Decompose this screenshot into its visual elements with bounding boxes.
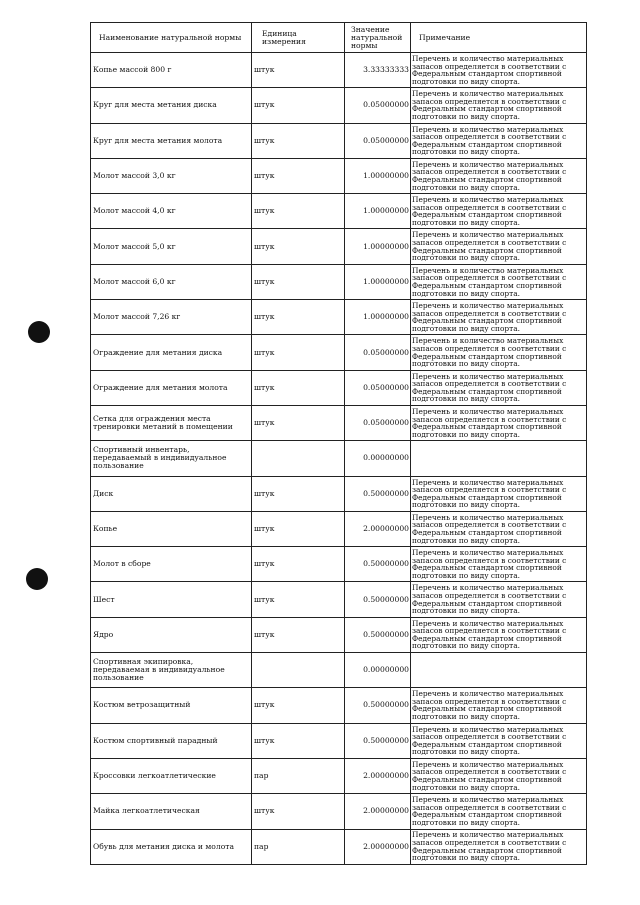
table-row — [91, 441, 587, 476]
table-row — [91, 405, 587, 440]
table-row — [91, 511, 587, 546]
cell-note — [411, 653, 587, 688]
cell-name: Копье — [91, 511, 252, 546]
cell-name: Копье массой 800 г — [91, 53, 252, 88]
cell-note — [411, 441, 587, 476]
cell-unit: пар — [252, 829, 345, 864]
col-header-unit: Единица измерения — [252, 23, 345, 53]
cell-note: Перечень и количество материальных запасов определяется в соответствии с Федеральным стандартом спортивной подготовки по виду спорта. — [411, 158, 587, 193]
table-body — [91, 53, 587, 865]
cell-unit: штук — [252, 511, 345, 546]
table-row — [91, 653, 587, 688]
cell-name: Кроссовки легкоатлетические — [91, 758, 252, 793]
cell-unit: штук — [252, 370, 345, 405]
cell-value: 2.00000000 — [345, 511, 411, 546]
cell-note: Перечень и количество материальных запасов определяется в соответствии с Федеральным стандартом спортивной подготовки по виду спорта. — [411, 547, 587, 582]
cell-value: 0.05000000 — [345, 335, 411, 370]
cell-note: Перечень и количество материальных запасов определяется в соответствии с Федеральным стандартом спортивной подготовки по виду спорта. — [411, 723, 587, 758]
cell-value: 0.50000000 — [345, 582, 411, 617]
cell-name: Костюм ветрозащитный — [91, 688, 252, 723]
cell-unit: штук — [252, 617, 345, 652]
cell-note: Перечень и количество материальных запасов определяется в соответствии с Федеральным стандартом спортивной подготовки по виду спорта. — [411, 370, 587, 405]
table-row — [91, 335, 587, 370]
col-header-name: Наименование натуральной нормы — [91, 23, 252, 53]
cell-name: Молот массой 3,0 кг — [91, 158, 252, 193]
norms-table — [90, 22, 587, 865]
cell-value: 0.50000000 — [345, 476, 411, 511]
table-row — [91, 476, 587, 511]
cell-value: 1.00000000 — [345, 158, 411, 193]
cell-unit — [252, 441, 345, 476]
cell-name: Ограждение для метания молота — [91, 370, 252, 405]
cell-value: 1.00000000 — [345, 229, 411, 264]
table-header-row — [91, 23, 587, 53]
cell-name: Молот массой 7,26 кг — [91, 300, 252, 335]
table-row — [91, 300, 587, 335]
cell-unit: штук — [252, 158, 345, 193]
cell-value: 1.00000000 — [345, 194, 411, 229]
cell-name: Ядро — [91, 617, 252, 652]
cell-note: Перечень и количество материальных запасов определяется в соответствии с Федеральным стандартом спортивной подготовки по виду спорта. — [411, 476, 587, 511]
cell-value: 3.33333333 — [345, 53, 411, 88]
cell-value: 0.05000000 — [345, 88, 411, 123]
table-row — [91, 264, 587, 299]
cell-unit: штук — [252, 582, 345, 617]
table-row — [91, 123, 587, 158]
cell-name: Костюм спортивный парадный — [91, 723, 252, 758]
table-row — [91, 688, 587, 723]
cell-name: Спортивный инвентарь, передаваемый в индивидуальное пользование — [91, 441, 252, 476]
cell-value: 0.50000000 — [345, 617, 411, 652]
cell-name: Молот массой 4,0 кг — [91, 194, 252, 229]
cell-note: Перечень и количество материальных запасов определяется в соответствии с Федеральным стандартом спортивной подготовки по виду спорта. — [411, 405, 587, 440]
cell-unit: штук — [252, 123, 345, 158]
cell-name: Молот массой 5,0 кг — [91, 229, 252, 264]
table-row — [91, 194, 587, 229]
col-header-note: Примечание — [411, 23, 587, 53]
cell-note: Перечень и количество материальных запасов определяется в соответствии с Федеральным стандартом спортивной подготовки по виду спорта. — [411, 582, 587, 617]
cell-unit: штук — [252, 229, 345, 264]
col-header-value: Значение натуральной нормы — [345, 23, 411, 53]
table-row — [91, 88, 587, 123]
cell-note: Перечень и количество материальных запасов определяется в соответствии с Федеральным стандартом спортивной подготовки по виду спорта. — [411, 829, 587, 864]
cell-note: Перечень и количество материальных запасов определяется в соответствии с Федеральным стандартом спортивной подготовки по виду спорта. — [411, 335, 587, 370]
cell-unit: пар — [252, 758, 345, 793]
punch-hole — [26, 568, 48, 590]
cell-value: 0.50000000 — [345, 688, 411, 723]
cell-note: Перечень и количество материальных запасов определяется в соответствии с Федеральным стандартом спортивной подготовки по виду спорта. — [411, 264, 587, 299]
cell-note: Перечень и количество материальных запасов определяется в соответствии с Федеральным стандартом спортивной подготовки по виду спорта. — [411, 123, 587, 158]
cell-unit: штук — [252, 264, 345, 299]
cell-note: Перечень и количество материальных запасов определяется в соответствии с Федеральным стандартом спортивной подготовки по виду спорта. — [411, 229, 587, 264]
cell-value: 0.50000000 — [345, 547, 411, 582]
cell-note: Перечень и количество материальных запасов определяется в соответствии с Федеральным стандартом спортивной подготовки по виду спорта. — [411, 617, 587, 652]
cell-value: 0.00000000 — [345, 441, 411, 476]
cell-name: Круг для места метания диска — [91, 88, 252, 123]
cell-value: 1.00000000 — [345, 300, 411, 335]
cell-unit: штук — [252, 547, 345, 582]
cell-name: Диск — [91, 476, 252, 511]
cell-unit: штук — [252, 405, 345, 440]
cell-note: Перечень и количество материальных запасов определяется в соответствии с Федеральным стандартом спортивной подготовки по виду спорта. — [411, 194, 587, 229]
cell-name: Майка легкоатлетическая — [91, 794, 252, 829]
cell-value: 2.00000000 — [345, 794, 411, 829]
cell-unit — [252, 653, 345, 688]
cell-note: Перечень и количество материальных запасов определяется в соответствии с Федеральным стандартом спортивной подготовки по виду спорта. — [411, 88, 587, 123]
table-row — [91, 794, 587, 829]
cell-unit: штук — [252, 476, 345, 511]
cell-name: Шест — [91, 582, 252, 617]
cell-name: Сетка для ограждения места тренировки метаний в помещении — [91, 405, 252, 440]
table-row — [91, 158, 587, 193]
table-row — [91, 582, 587, 617]
cell-unit: штук — [252, 688, 345, 723]
cell-name: Круг для места метания молота — [91, 123, 252, 158]
cell-value: 0.00000000 — [345, 653, 411, 688]
cell-note: Перечень и количество материальных запасов определяется в соответствии с Федеральным стандартом спортивной подготовки по виду спорта. — [411, 300, 587, 335]
cell-name: Обувь для метания диска и молота — [91, 829, 252, 864]
cell-name: Молот массой 6,0 кг — [91, 264, 252, 299]
table-row — [91, 53, 587, 88]
table-row — [91, 370, 587, 405]
cell-value: 0.05000000 — [345, 370, 411, 405]
table-row — [91, 758, 587, 793]
table-row — [91, 229, 587, 264]
table-row — [91, 829, 587, 864]
cell-unit: штук — [252, 300, 345, 335]
cell-unit: штук — [252, 88, 345, 123]
cell-value: 0.05000000 — [345, 123, 411, 158]
cell-name: Молот в сборе — [91, 547, 252, 582]
table-row — [91, 723, 587, 758]
cell-value: 1.00000000 — [345, 264, 411, 299]
cell-note: Перечень и количество материальных запасов определяется в соответствии с Федеральным стандартом спортивной подготовки по виду спорта. — [411, 511, 587, 546]
table-row — [91, 547, 587, 582]
cell-value: 2.00000000 — [345, 758, 411, 793]
cell-unit: штук — [252, 335, 345, 370]
cell-note: Перечень и количество материальных запасов определяется в соответствии с Федеральным стандартом спортивной подготовки по виду спорта. — [411, 758, 587, 793]
cell-note: Перечень и количество материальных запасов определяется в соответствии с Федеральным стандартом спортивной подготовки по виду спорта. — [411, 688, 587, 723]
cell-value: 2.00000000 — [345, 829, 411, 864]
cell-name: Ограждение для метания диска — [91, 335, 252, 370]
cell-unit: штук — [252, 194, 345, 229]
cell-name: Спортивная экипировка, передаваемая в индивидуальное пользование — [91, 653, 252, 688]
cell-unit: штук — [252, 53, 345, 88]
table-row — [91, 617, 587, 652]
cell-value: 0.05000000 — [345, 405, 411, 440]
punch-hole — [28, 321, 50, 343]
cell-note: Перечень и количество материальных запасов определяется в соответствии с Федеральным стандартом спортивной подготовки по виду спорта. — [411, 53, 587, 88]
cell-note: Перечень и количество материальных запасов определяется в соответствии с Федеральным стандартом спортивной подготовки по виду спорта. — [411, 794, 587, 829]
cell-unit: штук — [252, 794, 345, 829]
cell-value: 0.50000000 — [345, 723, 411, 758]
cell-unit: штук — [252, 723, 345, 758]
